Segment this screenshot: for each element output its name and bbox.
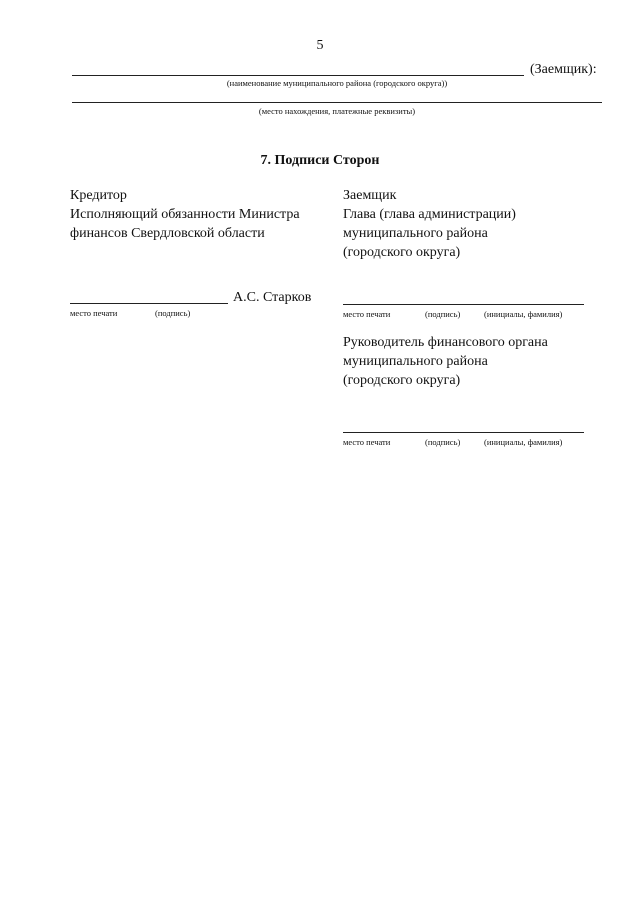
borrower-position-line-2: муниципального района (343, 226, 488, 241)
borrower-location-caption: (место нахождения, платежные реквизиты) (258, 106, 416, 116)
creditor-signature-line (70, 303, 228, 304)
borrower-name-caption: (наименование муниципального района (городского округа)) (226, 78, 448, 88)
creditor-role: Кредитор (70, 188, 127, 203)
borrower-tag: (Заемщик): (530, 62, 597, 77)
borrower-role: Заемщик (343, 188, 397, 203)
borrower-location-line (72, 102, 602, 103)
page-number: 5 (316, 38, 324, 53)
finance-head-stamp-caption: место печати (343, 437, 391, 447)
creditor-signer-name: А.С. Старков (233, 290, 312, 305)
finance-head-position-line-1: Руководитель финансового органа (343, 335, 548, 350)
finance-head-signature-line (343, 432, 584, 433)
borrower-block (343, 186, 516, 262)
borrower-name-line (72, 75, 524, 76)
borrower-initials-caption: (инициалы, фамилия) (484, 309, 563, 319)
finance-head-block (343, 333, 548, 390)
finance-head-signature-caption: (подпись) (425, 437, 461, 447)
borrower-position-line-3: (городского округа) (343, 245, 461, 260)
borrower-stamp-caption: место печати (343, 309, 391, 319)
borrower-position-line-1: Глава (глава администрации) (343, 207, 516, 222)
borrower-signature-line (343, 304, 584, 305)
creditor-position-line-2: финансов Свердловской области (70, 226, 265, 241)
borrower-signature-caption: (подпись) (425, 309, 461, 319)
creditor-signature-caption: (подпись) (155, 308, 191, 318)
creditor-stamp-caption: место печати (70, 308, 118, 318)
section-title: 7. Подписи Сторон (260, 153, 380, 168)
creditor-block (70, 186, 300, 243)
finance-head-initials-caption: (инициалы, фамилия) (484, 437, 563, 447)
finance-head-position-line-3: (городского округа) (343, 373, 461, 388)
finance-head-position-line-2: муниципального района (343, 354, 488, 369)
creditor-position-line-1: Исполняющий обязанности Министра (70, 207, 300, 222)
